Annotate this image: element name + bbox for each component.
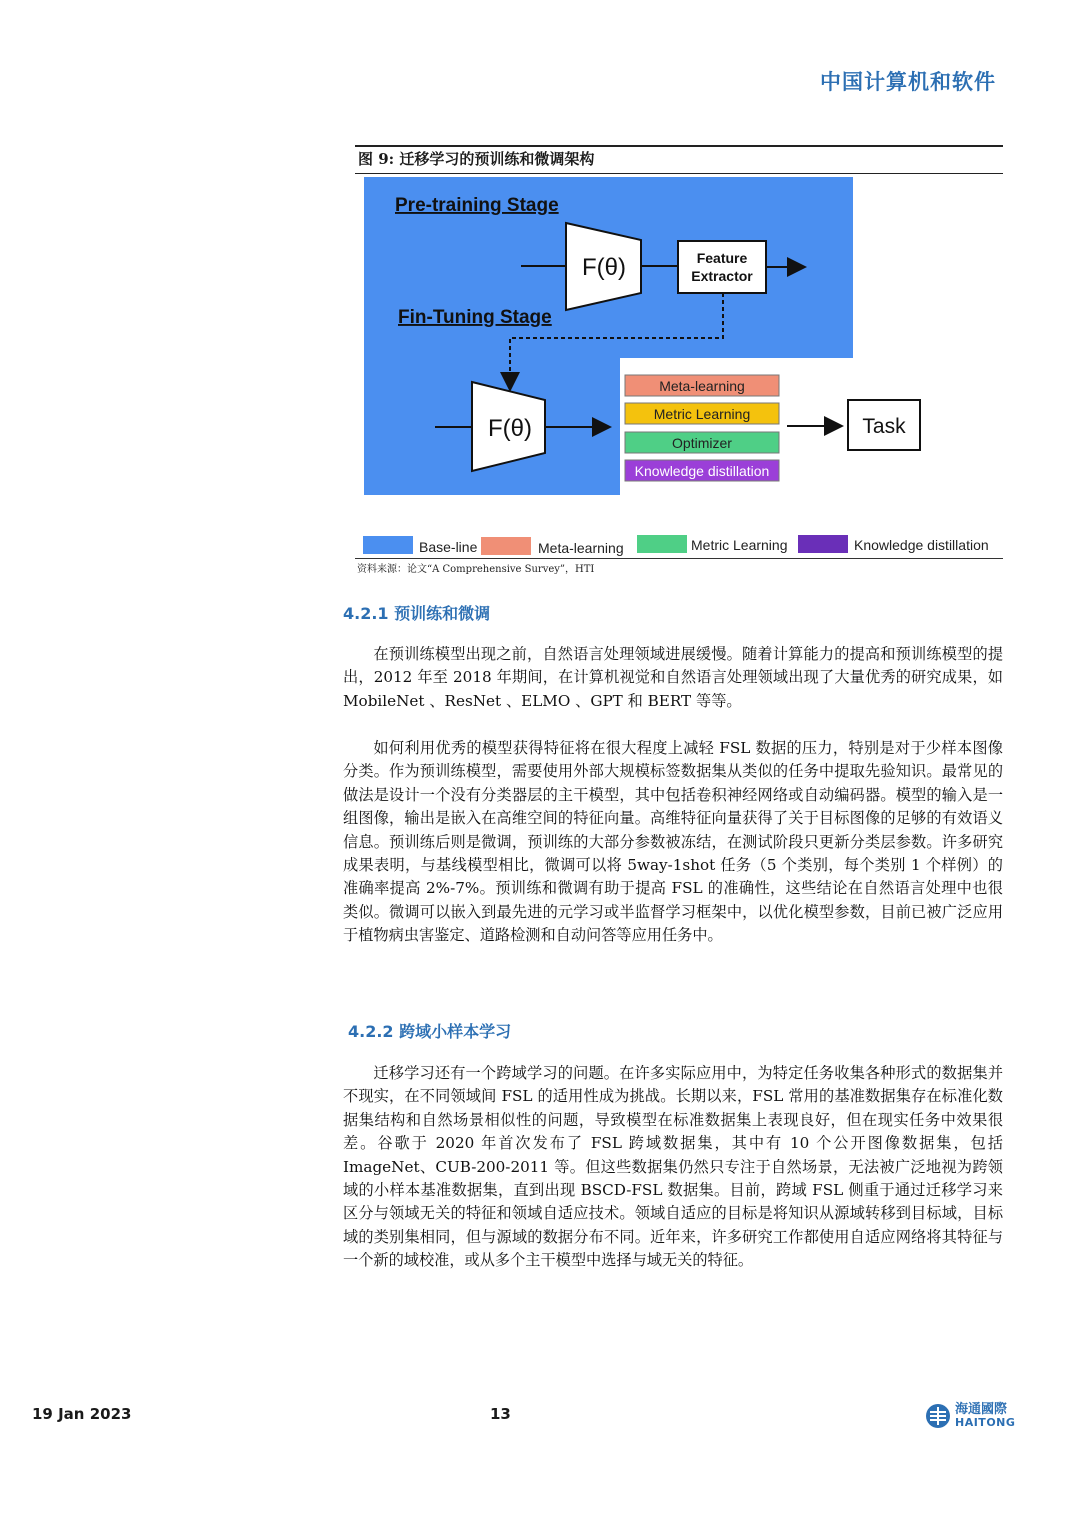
legend-label-meta-learning: Meta-learning: [538, 540, 624, 556]
legend-swatch-baseline: [363, 536, 413, 554]
model-bottom-label: F(θ): [488, 415, 532, 442]
haitong-logo-icon: [925, 1403, 951, 1429]
haitong-logo: [925, 1403, 1015, 1429]
paragraph: 迁移学习还有一个跨域学习的问题。在许多实际应用中，为特定任务收集各种形式的数据集并不现实，在不同领域间 FSL 的适用性成为挑战。长期以来，FSL 常用的基准数据集存在标准化数据集结构和自然场景相似性的问题，导致模型在标准数据集上表现良好，但在现实任务中效果很差。谷歌于 2020 年首次发布了 FSL 跨域数据集，其中有 10 个公开图像数据集，包括 ImageNet、CUB-200-2011 等。但这些数据集仍然只专注于自然场景，无法被广泛地视为跨领域的小样本基准数据集，直到出现 BSCD-FSL 数据集。目前，跨域 FSL 侧重于通过迁移学习来区分与领域无关的特征和领域自适应技术。领域自适应的目标是将知识从源域转移到目标域，目标域的类别集相同，但与源域的数据分布不同。近年来，许多研究工作都使用自适应网络将其特征与一个新的域校准，或从多个主干模型中选择与域无关的特征。: [343, 1064, 1003, 1270]
method-label-metric-learning: Metric Learning: [653, 406, 751, 422]
finetuning-stage-label: Fin-Tuning Stage: [398, 307, 552, 328]
logo-text-en: HAITONG: [955, 1416, 1016, 1429]
pretraining-stage-label: Pre-training Stage: [395, 195, 559, 216]
method-label-optimizer: Optimizer: [672, 435, 732, 451]
method-label-knowledge-distillation: Knowledge distillation: [634, 463, 770, 479]
section-heading-4-2-2: 4.2.2 跨域小样本学习: [348, 1022, 512, 1041]
feature-extractor-line2: Extractor: [691, 268, 753, 284]
feature-extractor-line1: Feature: [696, 250, 748, 266]
legend-swatch-meta-learning: [481, 537, 531, 555]
figure-source: 资料来源：论文“A Comprehensive Survey”，HTI: [357, 564, 595, 575]
method-label-meta-learning: Meta-learning: [659, 378, 745, 394]
legend-label-metric-learning: Metric Learning: [691, 537, 788, 553]
footer-page-number: 13: [490, 1405, 511, 1423]
footer-date: 19 Jan 2023: [32, 1405, 132, 1423]
logo-text-cn: 海通國際: [955, 1402, 1008, 1417]
model-top-label: F(θ): [582, 254, 626, 281]
figure-title: 图 9: 迁移学习的预训练和微调架构: [358, 150, 595, 168]
task-label: Task: [862, 415, 906, 438]
section-heading-4-2-1: 4.2.1 预训练和微调: [343, 604, 491, 623]
transfer-learning-diagram: [355, 175, 1005, 557]
legend-label-baseline: Base-line: [419, 539, 478, 555]
legend-label-knowledge-distillation: Knowledge distillation: [854, 537, 989, 553]
source-rule: [355, 558, 1003, 559]
legend-swatch-metric-learning: [637, 535, 687, 553]
feature-extractor-box: [678, 241, 766, 293]
paragraph: 在预训练模型出现之前，自然语言处理领域进展缓慢。随着计算能力的提高和预训练模型的提出，2012 年至 2018 年期间，在计算机视觉和自然语言处理领域出现了大量优秀的研究成果，如 MobileNet 、ResNet 、ELMO 、GPT 和 BERT 等等。: [343, 645, 1003, 710]
report-header-title: 中国计算机和软件: [820, 69, 996, 94]
paragraph: 如何利用优秀的模型获得特征将在很大程度上减轻 FSL 数据的压力，特别是对于少样本图像分类。作为预训练模型，需要使用外部大规模标签数据集从类似的任务中提取先验知识。最常见的做法是设计一个没有分类器层的主干模型，其中包括卷积神经网络或自动编码器。模型的输入是一组图像，输出是嵌入在高维空间的特征向量。高维特征向量获得了关于目标图像的足够的有效语义信息。预训练后则是微调，预训练的大部分参数被冻结，在测试阶段只更新分类层参数。许多研究成果表明，与基线模型相比，微调可以将 5way-1shot 任务（5 个类别，每个类别 1 个样例）的准确率提高 2%-7%。预训练和微调有助于提高 FSL 的准确性，这些结论在自然语言处理中也很类似。微调可以嵌入到最先进的元学习或半监督学习框架中，以优化模型参数，目前已被广泛应用于植物病虫害鉴定、道路检测和自动问答等应用任务中。: [343, 739, 1003, 945]
legend-swatch-knowledge-distillation: [798, 535, 848, 553]
